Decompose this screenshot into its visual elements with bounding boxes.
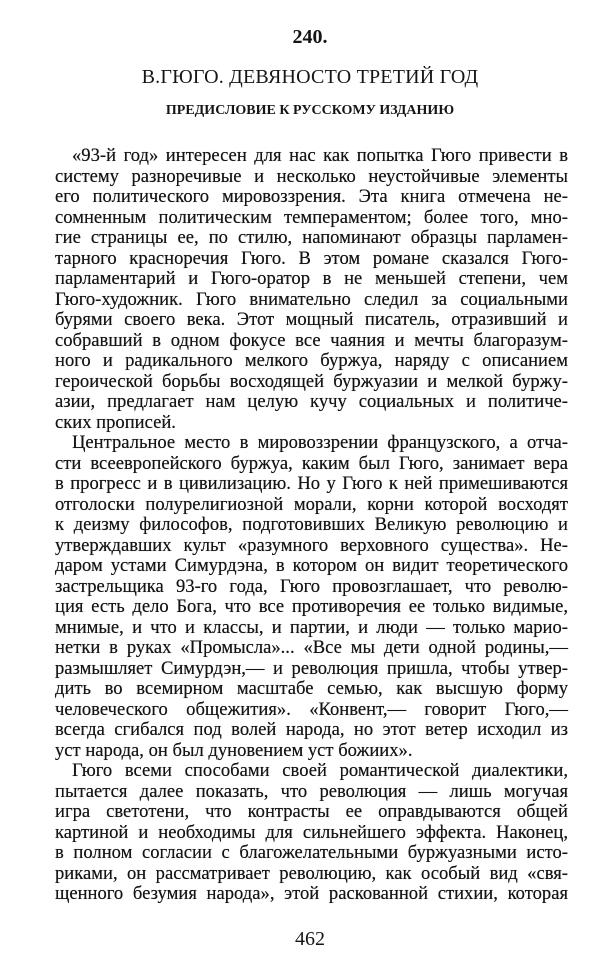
text-line: человеческого общежития». «Конвент,— говорит Гюго,— xyxy=(55,698,568,720)
text-line: бурями своего века. Этот мощный писатель, отразивший и xyxy=(55,309,568,330)
body-text xyxy=(55,146,568,905)
text-line: отголоски полурелигиозной морали, корни которой восходят xyxy=(55,493,568,515)
text-line: азии, предлагает нам целую кучу социальных и политиче- xyxy=(55,391,568,412)
text-line: дить во всемирном масштабе семью, как высшую форму xyxy=(55,678,568,699)
text-line: систему разноречивые и несколько неустойчивые элементы xyxy=(55,165,568,187)
text-line: сти всеевропейского буржуа, каким был Гюго, занимает вера xyxy=(55,452,568,474)
chapter-subtitle: ПРЕДИСЛОВИЕ К РУССКОМУ ИЗДАНИЮ xyxy=(165,103,455,118)
text-line: картиной и необходимы для сильнейшего эффекта. Наконец, xyxy=(55,821,568,843)
text-line: мнимые, и что и классы, и партии, и люди — только марио- xyxy=(55,616,568,638)
text-line: игра светотени, что контрасты ее оправдываются общей xyxy=(55,801,568,822)
text-line: Гюго-художник. Гюго внимательно следил за социальными xyxy=(55,288,568,310)
text-line: утверждавших культ «разумного верховного существа». Не- xyxy=(55,534,568,556)
text-line: ного и радикального мелкого буржуа, наряду с описанием xyxy=(55,350,568,371)
text-line: к деизму философов, подготовивших Великую революцию и xyxy=(55,514,568,535)
text-line: риками, он рассматривает революцию, как особый вид «свя- xyxy=(55,862,568,884)
text-line: его политического мировоззрения. Эта книга отмечена не- xyxy=(55,186,568,207)
paragraph xyxy=(55,433,568,761)
text-line: щенного безумия народа», этой раскованной стихии, которая xyxy=(55,883,568,904)
text-line: Гюго всеми способами своей романтической диалектики, xyxy=(72,760,568,781)
text-line: в прогресс и в цивилизацию. Но у Гюго к ней примешиваются xyxy=(55,473,568,494)
text-line: собравший в одном фокусе все чаяния и мечты благоразум- xyxy=(55,329,568,351)
text-line: уст народа, он был дуновением уст божиих». xyxy=(55,739,413,761)
text-line: ских прописей. xyxy=(55,411,176,433)
paragraph xyxy=(55,761,568,905)
text-line: тарного красноречия Гюго. В этом романе сказался Гюго- xyxy=(55,247,568,269)
text-line: Центральное место в мировоззрении французского, а отча- xyxy=(72,432,568,453)
text-line: «93-й год» интересен для нас как попытка Гюго привести в xyxy=(72,145,568,166)
text-line: сомненным политическим темпераментом; более того, мно- xyxy=(55,206,568,228)
page-number: 462 xyxy=(295,928,325,950)
text-line: ция есть дело Бога, что все противоречия ее только видимые, xyxy=(55,596,568,617)
text-line: всегда сгибался под волей народа, но этот ветер исходил из xyxy=(55,719,568,740)
text-line: даром устами Симурдэна, в котором он видит теоретического xyxy=(55,555,568,576)
chapter-title: В.ГЮГО. ДЕВЯНОСТО ТРЕТИЙ ГОД xyxy=(141,66,479,88)
text-line: парламентарий и Гюго-оратор в не меньшей степени, чем xyxy=(55,268,568,289)
text-line: застрельщика 93-го года, Гюго провозглашает, что револю- xyxy=(55,575,568,597)
text-line: нетки в руках «Промысла»... «Все мы дети одной родины,— xyxy=(55,637,568,658)
text-line: гие страницы ее, по стилю, напоминают образцы парламен- xyxy=(55,227,568,248)
paragraph xyxy=(55,146,568,433)
text-line: пытается далее показать, что революция — лишь могучая xyxy=(55,780,568,802)
text-line: в полном согласии с благожелательными буржуазными исто- xyxy=(55,842,568,863)
text-line: размышляет Симурдэн,— и революция пришла, чтобы утвер- xyxy=(55,657,568,679)
entry-number: 240. xyxy=(292,26,328,48)
text-line: героической борьбы восходящей буржуазии и мелкой буржу- xyxy=(55,370,568,392)
